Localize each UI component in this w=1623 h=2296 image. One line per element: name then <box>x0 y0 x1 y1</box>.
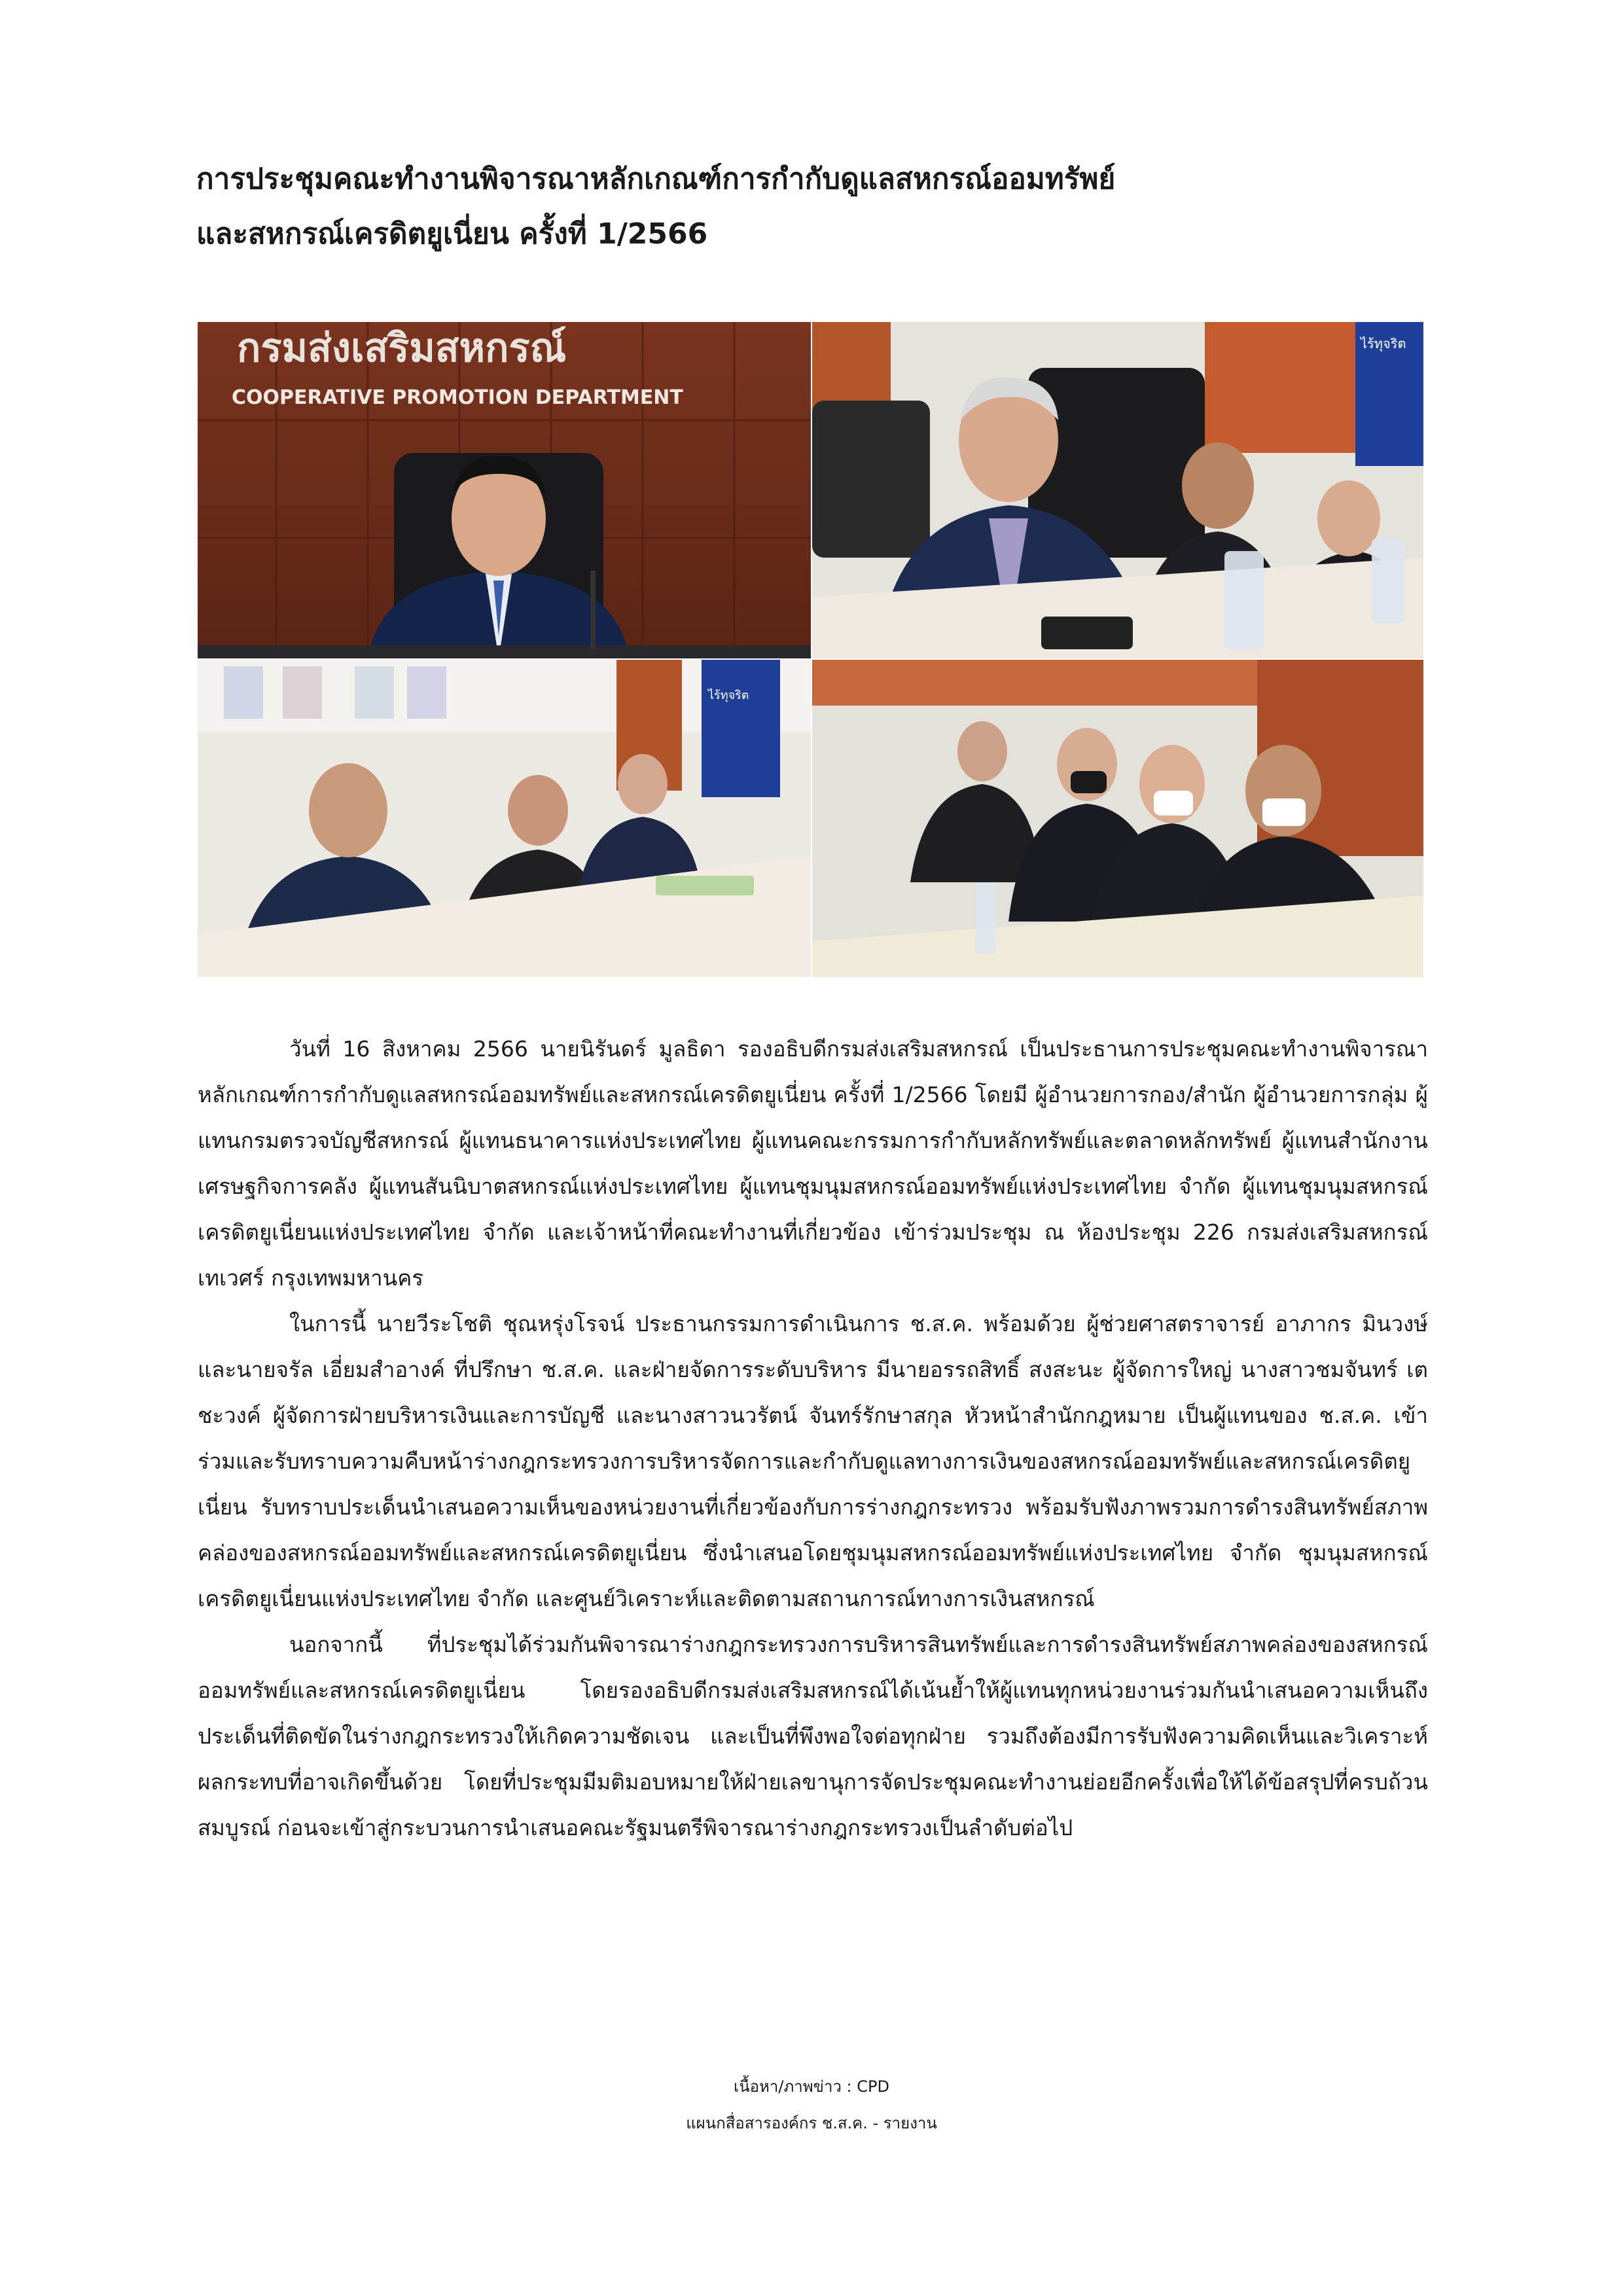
sign-thai-text: กรมส่งเสริมสหกรณ์ <box>237 325 567 371</box>
footer-reporter: แผนกสื่อสารองค์กร ช.ส.ค. - รายงาน <box>686 2114 937 2132</box>
paragraph-2: ในการนี้ นายวีระโชติ ชุณหรุ่งโรจน์ ประธานกรรมการดำเนินการ ช.ส.ค. พร้อมด้วย ผู้ช่วยศาสตราจารย์ อาภากร มินวงษ์ และนายจรัล เอี่ยมสำอางค์ ที่ปรึกษา ช.ส.ค. และฝ่ายจัดการระดับบริหาร มีนายอรรถสิทธิ์ สงสะนะ ผู้จัดการใหญ่ นางสาวชมจันทร์ เตชะวงค์ ผู้จัดการฝ่ายบริหารเงินและการบัญชี และนางสาวนวรัตน์ จันทร์รักษาสกุล หัวหน้าสำนักกฎหมาย เป็นผู้แทนของ ช.ส.ค. เข้าร่วมและรับทราบความคืบหน้าร่างกฎกระทรวงการบริหารจัดการและกำกับดูแลทางการเงินของสหกรณ์ออมทรัพย์และสหกรณ์เครดิตยูเนี่ยน รับทราบประเด็นนำเสนอความเห็นของหน่วยงานที่เกี่ยวข้องกับการร่างกฎกระทรวง พร้อมรับฟังภาพรวมการดำรงสินทรัพย์สภาพคล่องของสหกรณ์ออมทรัพย์และสหกรณ์เครดิตยูเนี่ยน ซึ่งนำเสนอโดยชุมนุมสหกรณ์ออมทรัพย์แห่งประเทศไทย จำกัด ชุมนุมสหกรณ์เครดิตยูเนี่ยนแห่งประเทศไทย จำกัด และศูนย์วิเคราะห์และติดตามสถานการณ์ทางการเงินสหกรณ์ <box>198 1311 1428 1611</box>
paragraph-1: วันที่ 16 สิงหาคม 2566 นายนิรันดร์ มูลธิดา รองอธิบดีกรมส่งเสริมสหกรณ์ เป็นประธานการประชุมคณะทำงานพิจารณาหลักเกณฑ์การกำกับดูแลสหกรณ์ออมทรัพย์และสหกรณ์เครดิตยูเนี่ยน ครั้งที่ 1/2566 โดยมี ผู้อำนวยการกอง/สำนัก ผู้อำนวยการกลุ่ม ผู้แทนกรมตรวจบัญชีสหกรณ์ ผู้แทนธนาคารแห่งประเทศไทย ผู้แทนคณะกรรมการกำกับหลักทรัพย์และตลาดหลักทรัพย์ ผู้แทนสำนักงานเศรษฐกิจการคลัง ผู้แทนสันนิบาตสหกรณ์แห่งประเทศไทย ผู้แทนชุมนุมสหกรณ์ออมทรัพย์แห่งประเทศไทย จำกัด ผู้แทนชุมนุมสหกรณ์เครดิตยูเนี่ยนแห่งประเทศไทย จำกัด และเจ้าหน้าที่คณะทำงานที่เกี่ยวข้อง เข้าร่วมประชุม ณ ห้องประชุม 226 กรมส่งเสริมสหกรณ์ เทเวศร์ กรุงเทพมหานคร <box>198 1036 1428 1291</box>
article-body <box>198 1026 1428 1851</box>
footer-credit: เนื้อหา/ภาพข่าว : CPD <box>734 2077 889 2096</box>
title-line-2: และสหกรณ์เครดิตยูเนี่ยน ครั้งที่ 1/2566 <box>196 217 708 251</box>
document-title <box>196 152 1440 262</box>
photo-participants-right <box>812 660 1423 977</box>
photo-chairman <box>198 322 811 658</box>
banner-text: ไร้ทุจริต <box>708 689 749 702</box>
banner-text: ไร้ทุจริต <box>1361 336 1406 351</box>
photo-participants-left <box>198 660 811 977</box>
photo-officials <box>812 322 1423 658</box>
title-line-1: การประชุมคณะทำงานพิจารณาหลักเกณฑ์การกำกับดูแลสหกรณ์ออมทรัพย์ <box>196 162 1116 196</box>
footer <box>0 2068 1623 2142</box>
photo-collage <box>198 322 1423 977</box>
paragraph-3: นอกจากนี้ ที่ประชุมได้ร่วมกันพิจารณาร่างกฎกระทรวงการบริหารสินทรัพย์และการดำรงสินทรัพย์สภาพคล่องของสหกรณ์ออมทรัพย์และสหกรณ์เครดิตยูเนี่ยน โดยรองอธิบดีกรมส่งเสริมสหกรณ์ได้เน้นย้ำให้ผู้แทนทุกหน่วยงานร่วมกันนำเสนอความเห็นถึงประเด็นที่ติดขัดในร่างกฎกระทรวงให้เกิดความชัดเจน และเป็นที่พึงพอใจต่อทุกฝ่าย รวมถึงต้องมีการรับฟังความคิดเห็นและวิเคราะห์ผลกระทบที่อาจเกิดขึ้นด้วย โดยที่ประชุมมีมติมอบหมายให้ฝ่ายเลขานุการจัดประชุมคณะทำงานย่อยอีกครั้งเพื่อให้ได้ข้อสรุปที่ครบถ้วนสมบูรณ์ ก่อนจะเข้าสู่กระบวนการนำเสนอคณะรัฐมนตรีพิจารณาร่างกฎกระทรวงเป็นลำดับต่อไป <box>198 1632 1428 1840</box>
sign-english-text: COOPERATIVE PROMOTION DEPARTMENT <box>232 386 683 409</box>
